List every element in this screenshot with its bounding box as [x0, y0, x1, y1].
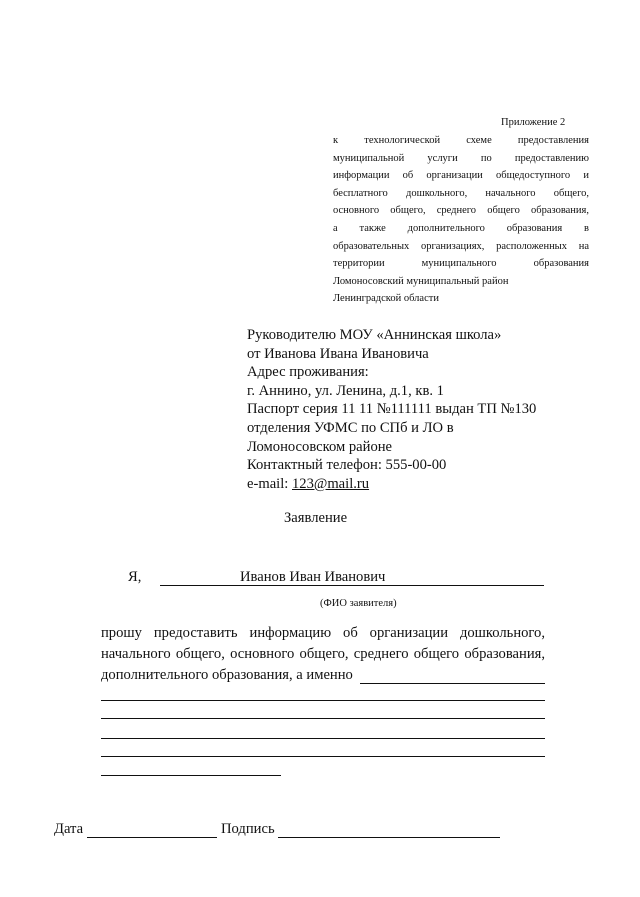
appendix-description: [333, 132, 589, 308]
email-link[interactable]: 123@mail.ru: [292, 475, 370, 492]
request-line: прошу предоставить информацию об организации дошкольного,: [101, 625, 545, 641]
email-label: e-mail:: [247, 475, 289, 492]
request-fill-line[interactable]: [360, 683, 545, 684]
passport-line: Паспорт серия 11 11 №111111 выдан ТП №130: [247, 401, 537, 418]
request-fill-line[interactable]: [101, 756, 545, 757]
passport-issuer-line: отделения УФМС по СПб и ЛО в: [247, 419, 454, 436]
date-field-line[interactable]: [87, 837, 217, 838]
appendix-line: Ленинградской области: [333, 293, 439, 305]
appendix-title: Приложение 2: [501, 117, 566, 128]
appendix-line: а также дополнительного образования в: [333, 222, 589, 234]
fio-caption: (ФИО заявителя): [320, 598, 397, 609]
addressee-recipient: Руководителю МОУ «Аннинская школа»: [247, 327, 502, 343]
signature-label: Подпись: [221, 821, 275, 837]
signature-field-line[interactable]: [278, 837, 500, 838]
fio-field-value[interactable]: Иванов Иван Иванович: [240, 569, 386, 585]
addressee-sender: от Иванова Ивана Ивановича: [247, 345, 429, 362]
address-label: Адрес проживания:: [247, 364, 369, 381]
request-fill-line[interactable]: [101, 700, 545, 701]
contact-phone: Контактный телефон: 555-00-00: [247, 457, 447, 474]
date-label: Дата: [54, 821, 84, 837]
appendix-line: к технологической схеме предоставления: [333, 135, 589, 146]
address-value: г. Аннино, ул. Ленина, д.1, кв. 1: [247, 382, 444, 399]
addressee-block: [247, 326, 536, 493]
request-line: начального общего, основного общего, среднего общего образования,: [101, 646, 545, 663]
appendix-line: образовательных организациях, расположенных на: [333, 240, 589, 252]
applicant-prefix: Я,: [128, 569, 142, 585]
passport-issuer-district: Ломоносовском районе: [247, 438, 393, 455]
document-title: Заявление: [284, 510, 348, 526]
appendix-line: Ломоносовский муниципальный район: [333, 275, 509, 287]
appendix-line: информации об организации общедоступного и: [333, 170, 589, 182]
request-paragraph: [101, 623, 545, 687]
appendix-line: муниципальной услуги по предоставлению: [333, 152, 589, 164]
appendix-line: территории муниципального образования: [333, 258, 589, 270]
appendix-line: основного общего, среднего общего образования,: [333, 205, 589, 217]
request-fill-line[interactable]: [101, 775, 281, 776]
request-line: дополнительного образования, а именно: [101, 667, 353, 684]
email-line: [247, 475, 536, 494]
appendix-line: бесплатного дошкольного, начального общего,: [333, 187, 589, 199]
request-fill-line[interactable]: [101, 718, 545, 719]
request-fill-line[interactable]: [101, 738, 545, 739]
